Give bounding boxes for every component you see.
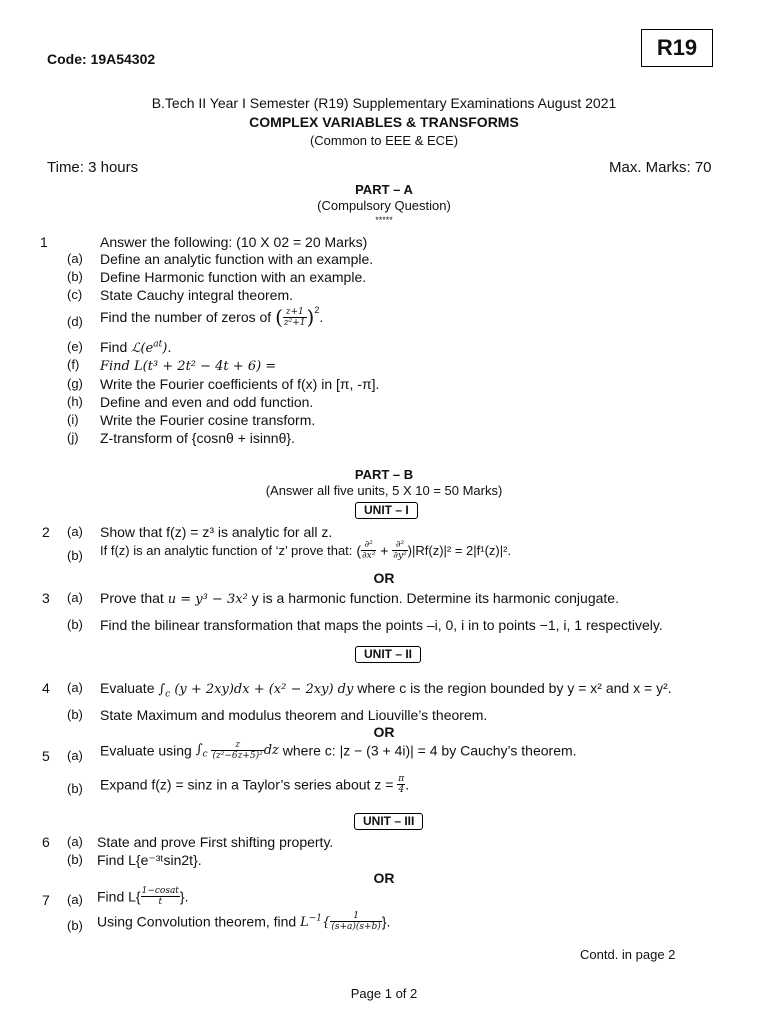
q5b-row: Expand f(z) = sinz in a Taylor’s series about z = $\frac{\pi}{4}$ . bbox=[100, 774, 410, 795]
q5a-integral-sign: $\int_c$ bbox=[195, 741, 208, 760]
q2a-label: (a) bbox=[67, 524, 83, 539]
q7a-row: Find L{ $\frac{\text{1−cosat}}{t}$ }. bbox=[97, 886, 189, 907]
q4a-integral: $\int_c$ (y + 2xy)dx + (x² − 2xy) dy bbox=[158, 682, 354, 700]
q1e-label: (e) bbox=[67, 339, 83, 354]
q3a-row bbox=[100, 590, 619, 607]
part-b-subtitle: (Answer all five units, 5 X 10 = 50 Marks) bbox=[265, 483, 503, 498]
q5a-dz: dz bbox=[263, 743, 279, 758]
q6a-label: (a) bbox=[67, 834, 83, 849]
q3-number: 3 bbox=[42, 590, 50, 606]
q4-number: 4 bbox=[42, 680, 50, 696]
common-note: (Common to EEE & ECE) bbox=[309, 133, 459, 148]
q1f-text: Find L(t³ + 2t² − 4t + 6) = bbox=[100, 359, 277, 374]
q5b-text: Expand f(z) = sinz in a Taylor’s series about z = bbox=[100, 776, 394, 793]
q4a-text-post: where c is the region bounded by y = x² and x = y². bbox=[357, 680, 672, 696]
q1d-label: (d) bbox=[67, 314, 83, 329]
q5a-row bbox=[100, 740, 577, 761]
q6a-text: State and prove First shifting property. bbox=[97, 834, 334, 850]
q1e-text: Find bbox=[100, 339, 128, 355]
q2b-label: (b) bbox=[67, 548, 83, 563]
q2a-text: Show that f(z) = z³ is analytic for all z. bbox=[100, 524, 333, 540]
max-marks-label: Max. Marks: 70 bbox=[609, 159, 712, 176]
q5a-fraction: $\frac{z}{\text{(z²−6z+5)²}}$ bbox=[212, 740, 263, 761]
q1a-text: Define an analytic function with an example. bbox=[100, 251, 374, 267]
q2b-dx-frac: $\frac{\text{∂²}}{\text{∂x²}}$ bbox=[361, 540, 376, 561]
q4b-label: (b) bbox=[67, 707, 83, 722]
q3b-text: Find the bilinear transformation that maps the points –i, 0, i in to points −1, i, 1 respectively. bbox=[100, 617, 663, 633]
regulation-box bbox=[641, 29, 713, 67]
q2b-dy-frac: $\frac{\text{∂²}}{\text{∂y²}}$ bbox=[393, 540, 407, 561]
q1j-text: Z-transform of {cosnθ + isinnθ}. bbox=[100, 430, 295, 446]
unit-3-label: UNIT – III bbox=[354, 813, 423, 830]
q3b-label: (b) bbox=[67, 617, 83, 632]
q7b-fraction: $\frac{1}{(s+a)(s+b)}$ bbox=[331, 911, 381, 932]
q7b-label: (b) bbox=[67, 918, 83, 933]
q7-number: 7 bbox=[42, 892, 50, 908]
q5-number: 5 bbox=[42, 748, 50, 764]
or-separator-1: OR bbox=[373, 570, 395, 586]
unit-1-label: UNIT – I bbox=[355, 502, 418, 519]
q3a-text-pre: Prove that bbox=[100, 590, 164, 606]
q7b-text: Using Convolution theorem, find bbox=[97, 913, 297, 930]
q1d-lparen: ( bbox=[275, 305, 283, 329]
q1h-text: Define and even and odd function. bbox=[100, 394, 314, 410]
q1d-text: Find the number of zeros of bbox=[100, 309, 272, 325]
part-a-subtitle: (Compulsory Question) bbox=[317, 198, 451, 213]
q6b-label: (b) bbox=[67, 852, 83, 867]
q1-instruction: Answer the following: (10 X 02 = 20 Marks) bbox=[100, 234, 368, 250]
q3a-math: u = y³ − 3x² bbox=[167, 592, 248, 607]
q5b-pi-frac: $\frac{\pi}{4}$ bbox=[398, 774, 405, 795]
q2-number: 2 bbox=[42, 524, 50, 540]
q7b-row: Using Convolution theorem, find $L^{-1}${ $\frac{1}{(s+a)(s+b)}$ }. bbox=[97, 911, 391, 932]
q7a-label: (a) bbox=[67, 892, 83, 907]
q7b-inverse-l: $L^{-1}${ bbox=[300, 913, 331, 930]
q6-number: 6 bbox=[42, 834, 50, 850]
q5a-label: (a) bbox=[67, 748, 83, 763]
q6b-text: Find L{e⁻³ᵗsin2t}. bbox=[97, 852, 202, 868]
q2b-text: If f(z) is an analytic function of ‘z’ prove that: bbox=[100, 543, 353, 558]
q1h-label: (h) bbox=[67, 394, 83, 409]
q1d-row: Find the number of zeros of ( $\frac{z+1}{\text{z²+1}}$ )$^2$. bbox=[100, 305, 324, 329]
part-a-title: PART – A bbox=[355, 182, 413, 197]
q4a-row bbox=[100, 680, 672, 700]
q4a-label: (a) bbox=[67, 680, 83, 695]
q1j-label: (j) bbox=[67, 430, 79, 445]
q2b-row: If f(z) is an analytic function of ‘z’ prove that: ( $\frac{\text{∂²}}{\text{∂x²}}$ + $\frac{\text{∂²}}{\text{∂y²}}$ )|Rf(z)|² = 2|f¹(z)|². bbox=[100, 540, 512, 561]
q1e-row bbox=[100, 339, 171, 356]
q5a-text-post: where c: |z − (3 + 4i)| = 4 by Cauchy’s theorem. bbox=[282, 742, 577, 759]
q3a-text-post: y is a harmonic function. Determine its harmonic conjugate. bbox=[251, 590, 619, 606]
q1a-label: (a) bbox=[67, 251, 83, 266]
or-separator-2: OR bbox=[373, 724, 395, 740]
q1-number: 1 bbox=[40, 234, 48, 250]
subject-title: COMPLEX VARIABLES & TRANSFORMS bbox=[249, 114, 519, 130]
or-separator-3: OR bbox=[373, 870, 395, 886]
q1f-label: (f) bbox=[67, 357, 80, 372]
q7a-text: Find L{ bbox=[97, 888, 141, 905]
exam-title: B.Tech II Year I Semester (R19) Supplementary Examinations August 2021 bbox=[151, 95, 617, 111]
part-b-title: PART – B bbox=[354, 467, 414, 482]
q1i-label: (i) bbox=[67, 412, 79, 427]
time-label: Time: 3 hours bbox=[47, 159, 139, 176]
q5a-text-pre: Evaluate using bbox=[100, 742, 192, 759]
q7a-fraction: $\frac{\text{1−cosat}}{t}$ bbox=[141, 886, 179, 907]
q4a-text-pre: Evaluate bbox=[100, 680, 155, 696]
unit-2-label: UNIT – II bbox=[355, 646, 421, 663]
q1d-rparen: ) bbox=[306, 305, 315, 329]
q1c-text: State Cauchy integral theorem. bbox=[100, 287, 293, 303]
q1g-text: Write the Fourier coefficients of f(x) in [π, -π]. bbox=[100, 376, 380, 392]
part-a-stars: ***** bbox=[375, 215, 393, 225]
q5b-label: (b) bbox=[67, 781, 83, 796]
page-number: Page 1 of 2 bbox=[350, 986, 418, 1001]
q1d-fraction: $\frac{z+1}{\text{z²+1}}$ bbox=[283, 306, 306, 328]
q1b-label: (b) bbox=[67, 269, 83, 284]
paper-code: Code: 19A54302 bbox=[47, 51, 156, 67]
regulation-label: R19 bbox=[656, 35, 698, 60]
continued-note: Contd. in page 2 bbox=[580, 947, 676, 962]
q1i-text: Write the Fourier cosine transform. bbox=[100, 412, 316, 428]
q1e-math: $ℒ(e^{at})$. bbox=[131, 339, 172, 356]
q1c-label: (c) bbox=[67, 287, 83, 302]
q1g-label: (g) bbox=[67, 376, 83, 391]
q3a-label: (a) bbox=[67, 590, 83, 605]
q4b-text: State Maximum and modulus theorem and Liouville’s theorem. bbox=[100, 707, 488, 723]
q1b-text: Define Harmonic function with an example. bbox=[100, 269, 367, 285]
